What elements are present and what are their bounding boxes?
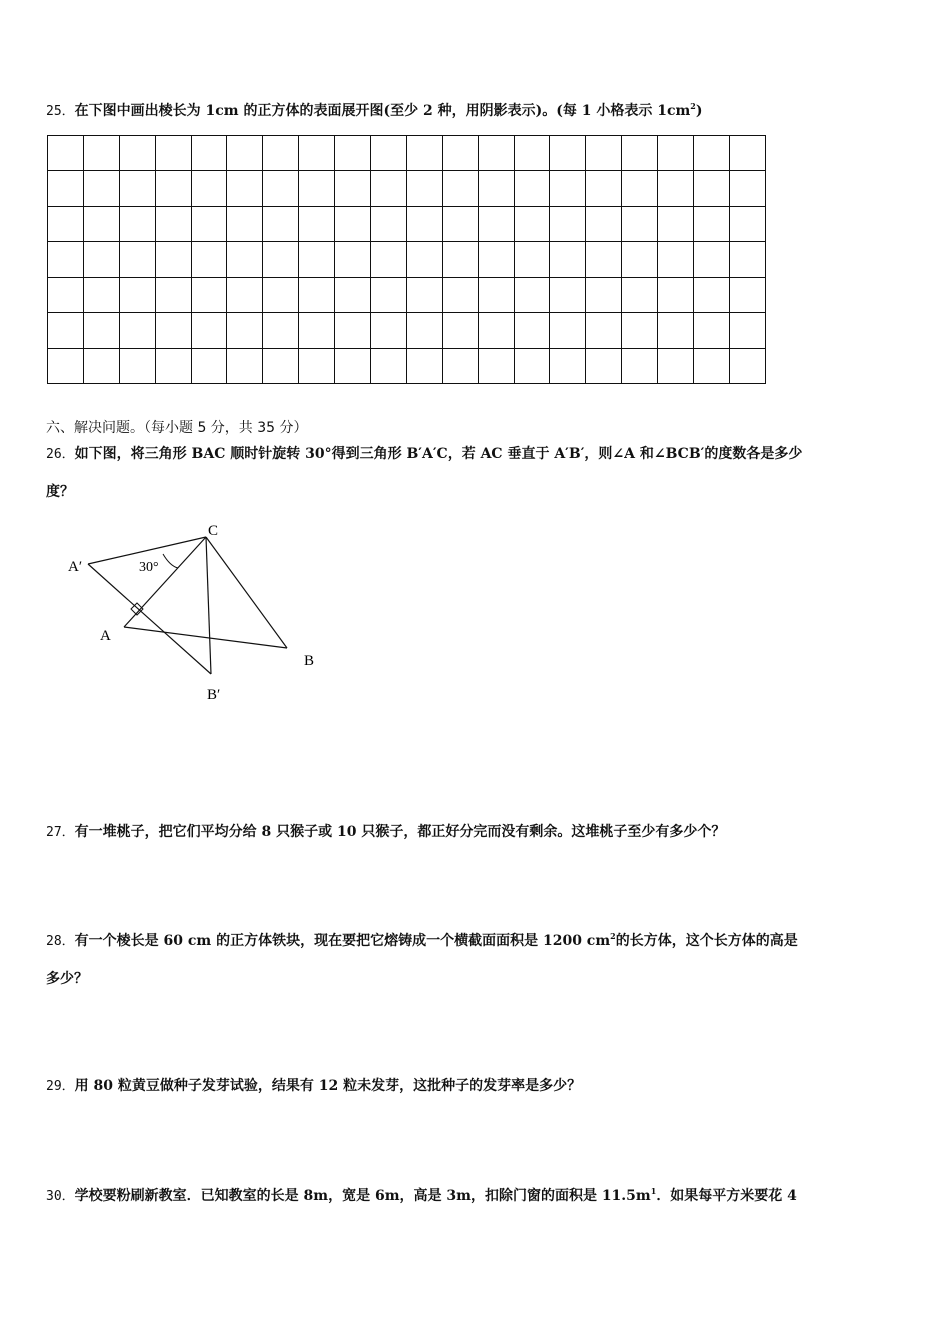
grid-cell: [550, 313, 586, 348]
question-28: [46, 931, 798, 952]
grid-cell: [299, 313, 335, 348]
grid-cell: [729, 277, 765, 312]
grid-cell: [48, 242, 84, 277]
grid-cell: [299, 206, 335, 241]
grid-cell: [622, 136, 658, 171]
grid-cell: [514, 242, 550, 277]
grid-cell: [155, 277, 191, 312]
grid-cell: [442, 242, 478, 277]
grid-cell: [263, 206, 299, 241]
grid-cell: [371, 348, 407, 383]
superscript: 1: [650, 1186, 657, 1196]
grid-cell: [48, 277, 84, 312]
grid-cell: [406, 136, 442, 171]
grid-cell: [694, 277, 730, 312]
grid-cell: [191, 206, 227, 241]
grid-cell: [514, 348, 550, 383]
grid-cell: [406, 348, 442, 383]
angle-arc: [163, 554, 178, 568]
grid-cell: [586, 277, 622, 312]
grid-cell: [227, 136, 263, 171]
question-number: 30．: [46, 1189, 75, 1204]
grid-cell: [299, 277, 335, 312]
grid-cell: [550, 348, 586, 383]
grid-cell: [191, 313, 227, 348]
grid-cell: [263, 277, 299, 312]
grid-cell: [622, 242, 658, 277]
grid-cell: [48, 313, 84, 348]
grid-row: [48, 136, 766, 171]
grid-cell: [442, 348, 478, 383]
grid-cell: [478, 206, 514, 241]
grid-cell: [371, 277, 407, 312]
grid-cell: [299, 348, 335, 383]
grid-cell: [119, 171, 155, 206]
grid-cell: [694, 136, 730, 171]
grid-cell: [263, 136, 299, 171]
grid-cell: [622, 313, 658, 348]
grid-cell: [191, 277, 227, 312]
grid-cell: [83, 171, 119, 206]
grid-cell: [191, 242, 227, 277]
grid-cell: [729, 348, 765, 383]
grid-cell: [48, 348, 84, 383]
grid-cell: [335, 242, 371, 277]
superscript: 2: [690, 101, 696, 111]
grid-cell: [478, 348, 514, 383]
grid-cell: [442, 136, 478, 171]
grid-cell: [622, 348, 658, 383]
label-b: B: [304, 653, 315, 669]
grid-cell: [694, 206, 730, 241]
grid-cell: [48, 171, 84, 206]
section-title: 六、解决问题。（每小题 5 分，共 35 分）: [46, 420, 308, 436]
grid-cell: [119, 136, 155, 171]
grid-cell: [371, 206, 407, 241]
grid-cell: [478, 313, 514, 348]
label-angle-30: 30°: [139, 560, 159, 575]
grid-cell: [155, 171, 191, 206]
question-text: 如下图，将三角形 BAC 顺时针旋转 30°得到三角形 B′A′C，若 AC 垂直于 A′B′，则∠A 和∠BCB′的度数各是多少: [74, 446, 803, 462]
grid-cell: [155, 348, 191, 383]
grid-cell: [514, 277, 550, 312]
grid-cell: [550, 171, 586, 206]
grid-cell: [155, 136, 191, 171]
grid-cell: [550, 136, 586, 171]
grid-cell: [658, 206, 694, 241]
grid-cell: [227, 277, 263, 312]
grid-cell: [442, 277, 478, 312]
grid-cell: [299, 136, 335, 171]
edge-a-prime-b-prime: [88, 564, 211, 674]
grid-cell: [478, 242, 514, 277]
grid-cell: [48, 206, 84, 241]
grid-row: [48, 348, 766, 383]
grid-cell: [371, 313, 407, 348]
grid-cell: [119, 277, 155, 312]
grid-cell: [119, 313, 155, 348]
grid-cell: [586, 348, 622, 383]
grid-cell: [48, 136, 84, 171]
grid-cell: [119, 206, 155, 241]
grid-cell: [371, 242, 407, 277]
grid-cell: [478, 171, 514, 206]
grid-cell: [694, 242, 730, 277]
grid-cell: [406, 313, 442, 348]
label-b-prime: B′: [207, 687, 221, 703]
question-number: 27．: [46, 825, 75, 840]
label-a-prime: A′: [68, 559, 83, 575]
grid-cell: [191, 136, 227, 171]
grid-cell: [191, 171, 227, 206]
question-25: [46, 101, 703, 122]
grid-cell: [155, 313, 191, 348]
rotated-triangle-figure: [60, 515, 330, 705]
edge-c-a: [124, 537, 206, 627]
grid-cell: [658, 242, 694, 277]
grid-row: [48, 313, 766, 348]
question-text-tail: ．如果每平方米要花 4: [656, 1188, 797, 1204]
grid-cell: [586, 242, 622, 277]
grid-cell: [263, 242, 299, 277]
grid-cell: [335, 348, 371, 383]
grid-cell: [586, 136, 622, 171]
grid-cell: [263, 171, 299, 206]
question-27: [46, 822, 725, 843]
grid-cell: [406, 206, 442, 241]
grid-cell: [227, 206, 263, 241]
grid-cell: [550, 277, 586, 312]
grid-cell: [442, 313, 478, 348]
question-number: 28．: [46, 934, 75, 949]
grid-cell: [729, 136, 765, 171]
grid-cell: [442, 206, 478, 241]
grid-row: [48, 242, 766, 277]
grid-cell: [478, 277, 514, 312]
grid-cell: [694, 348, 730, 383]
grid-cell: [406, 171, 442, 206]
grid-row: [48, 277, 766, 312]
grid-cell: [694, 313, 730, 348]
grid-cell: [299, 242, 335, 277]
grid-cell: [371, 136, 407, 171]
grid-cell: [227, 242, 263, 277]
grid-cell: [622, 171, 658, 206]
grid-cell: [622, 206, 658, 241]
edge-c-b-prime: [206, 537, 211, 674]
question-29: [46, 1076, 581, 1097]
grid-cell: [335, 136, 371, 171]
grid-cell: [335, 206, 371, 241]
grid-cell: [83, 277, 119, 312]
grid-cell: [622, 277, 658, 312]
answer-grid: [47, 135, 766, 384]
question-28-continued: 多少？: [46, 971, 88, 987]
grid-cell: [406, 242, 442, 277]
question-number: 29．: [46, 1079, 75, 1094]
question-30: [46, 1186, 797, 1207]
grid-cell: [586, 206, 622, 241]
grid-row: [48, 171, 766, 206]
grid-cell: [335, 171, 371, 206]
grid-cell: [658, 313, 694, 348]
grid-cell: [478, 136, 514, 171]
grid-cell: [227, 171, 263, 206]
grid-cell: [227, 348, 263, 383]
grid-cell: [83, 313, 119, 348]
grid-cell: [83, 206, 119, 241]
grid-cell: [514, 313, 550, 348]
grid-cell: [119, 348, 155, 383]
grid-cell: [335, 277, 371, 312]
grid-cell: [371, 171, 407, 206]
grid-cell: [729, 206, 765, 241]
edge-a-b: [124, 627, 287, 648]
grid-cell: [155, 206, 191, 241]
grid-cell: [119, 242, 155, 277]
grid-cell: [550, 242, 586, 277]
grid-cell: [729, 171, 765, 206]
grid-row: [48, 206, 766, 241]
grid-cell: [658, 348, 694, 383]
grid-cell: [514, 206, 550, 241]
grid-cell: [406, 277, 442, 312]
grid-cell: [694, 171, 730, 206]
grid-cell: [442, 171, 478, 206]
question-26: [46, 444, 802, 465]
superscript: 2: [610, 931, 616, 941]
label-a: A: [100, 628, 111, 644]
question-text: 用 80 粒黄豆做种子发芽试验，结果有 12 粒未发芽，这批种子的发芽率是多少？: [74, 1078, 582, 1094]
grid-cell: [586, 313, 622, 348]
grid-cell: [658, 136, 694, 171]
question-26-continued: 度？: [46, 484, 74, 500]
grid-cell: [335, 313, 371, 348]
question-text-tail: ): [695, 103, 703, 119]
label-c: C: [208, 523, 219, 539]
question-text-tail: 的长方体，这个长方体的高是: [615, 933, 798, 949]
grid-cell: [514, 171, 550, 206]
grid-cell: [658, 171, 694, 206]
question-text: 在下图中画出棱长为 1cm 的正方体的表面展开图(至少 2 种，用阴影表示)。(每 1 小格表示 1cm: [74, 103, 691, 119]
grid-cell: [263, 348, 299, 383]
grid-cell: [514, 136, 550, 171]
grid-cell: [263, 313, 299, 348]
edge-c-b: [206, 537, 287, 648]
grid-cell: [586, 171, 622, 206]
grid-cell: [83, 136, 119, 171]
grid-cell: [550, 206, 586, 241]
question-number: 26．: [46, 447, 75, 462]
grid-cell: [299, 171, 335, 206]
grid-cell: [729, 313, 765, 348]
grid-cell: [155, 242, 191, 277]
grid-cell: [227, 313, 263, 348]
grid-cell: [191, 348, 227, 383]
question-text: 有一个棱长是 60 cm 的正方体铁块，现在要把它熔铸成一个横截面面积是 1200 cm: [74, 933, 611, 949]
question-text: 有一堆桃子，把它们平均分给 8 只猴子或 10 只猴子，都正好分完而没有剩余。这堆桃子至少有多少个？: [74, 824, 726, 840]
grid-cell: [83, 242, 119, 277]
question-text: 学校要粉刷新教室．已知教室的长是 8m，宽是 6m，高是 3m，扣除门窗的面积是 11.5m: [74, 1188, 651, 1204]
grid-cell: [83, 348, 119, 383]
question-number: 25．: [46, 104, 75, 119]
grid-cell: [658, 277, 694, 312]
grid-cell: [729, 242, 765, 277]
